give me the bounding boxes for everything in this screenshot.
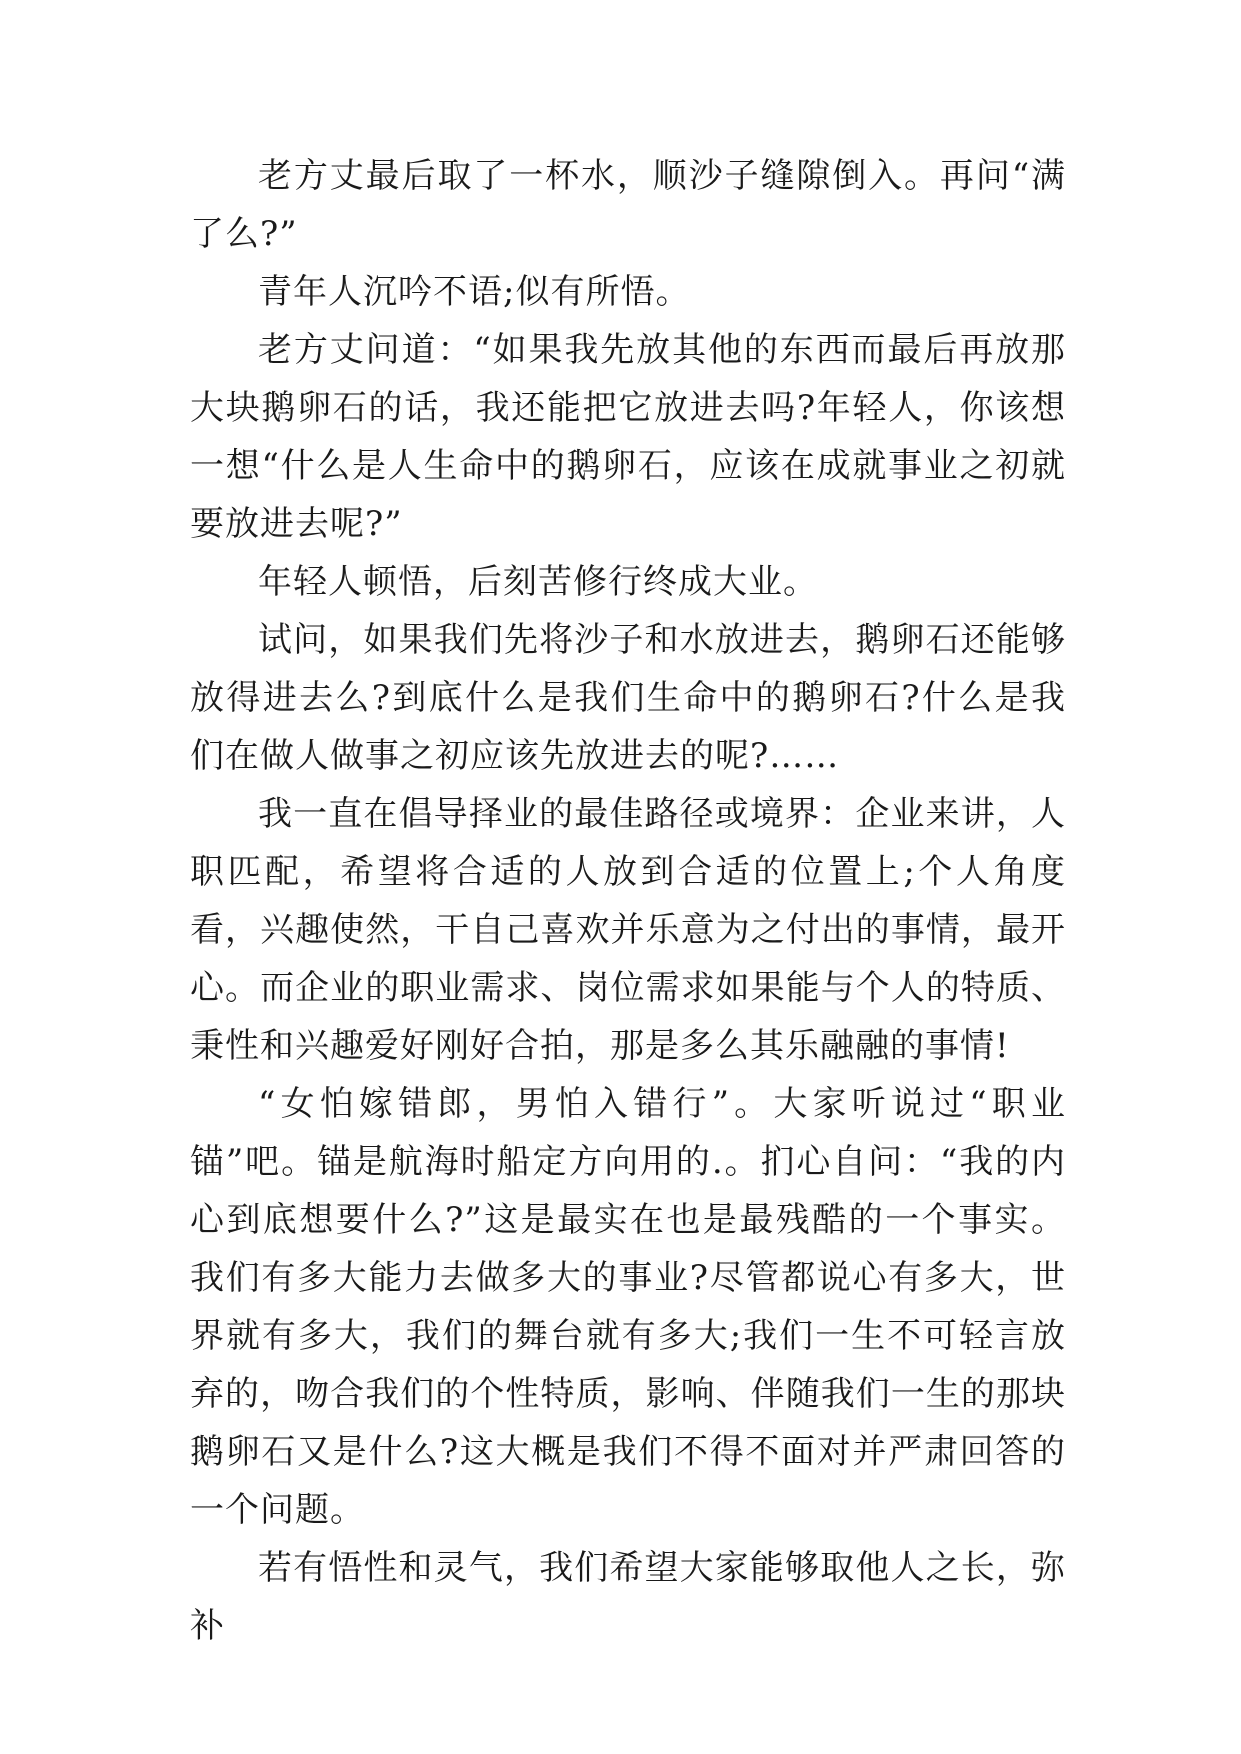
document-body xyxy=(190,147,1066,1655)
paragraph-8: 若有悟性和灵气，我们希望大家能够取他人之长，弥补 xyxy=(190,1548,1066,1646)
paragraph-2: 青年人沉吟不语;似有所悟。 xyxy=(258,272,691,312)
paragraph-6: 我一直在倡导择业的最佳路径或境界：企业来讲，人职匹配，希望将合适的人放到合适的位置上;个人角度看，兴趣使然，干自己喜欢并乐意为之付出的事情，最开心。而企业的职业需求、岗位需求如果能与个人的特质、秉性和兴趣爱好刚好合拍，那是多么其乐融融的事情! xyxy=(190,794,1066,1066)
paragraph-7: “女怕嫁错郎，男怕入错行”。大家听说过“职业锚”吧。锚是航海时船定方向用的.。扪心自问：“我的内心到底想要什么?”这是最实在也是最残酷的一个事实。我们有多大能力去做多大的事业?尽管都说心有多大，世界就有多大，我们的舞台就有多大;我们一生不可轻言放弃的，吻合我们的个性特质，影响、伴随我们一生的那块鹅卵石又是什么?这大概是我们不得不面对并严肃回答的一个问题。 xyxy=(190,1084,1066,1530)
paragraph-3: 老方丈问道：“如果我先放其他的东西而最后再放那大块鹅卵石的话，我还能把它放进去吗?年轻人，你该想一想“什么是人生命中的鹅卵石，应该在成就事业之初就要放进去呢?” xyxy=(190,330,1066,544)
paragraph-5: 试问，如果我们先将沙子和水放进去，鹅卵石还能够放得进去么?到底什么是我们生命中的鹅卵石?什么是我们在做人做事之初应该先放进去的呢?…… xyxy=(190,620,1066,776)
paragraph-4: 年轻人顿悟，后刻苦修行终成大业。 xyxy=(258,562,818,602)
paragraph-1: 老方丈最后取了一杯水，顺沙子缝隙倒入。再问“满了么?” xyxy=(190,156,1066,254)
